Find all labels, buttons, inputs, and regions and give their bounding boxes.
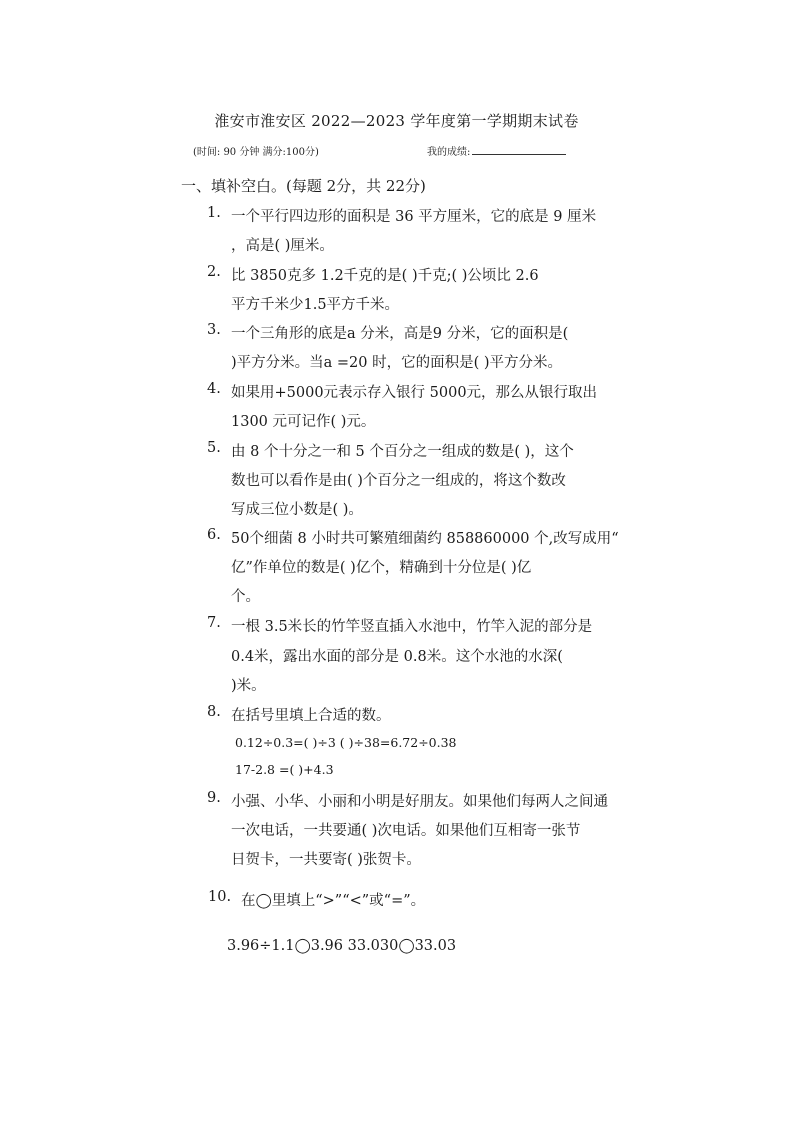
- question-text: 在括号里填上合适的数。: [231, 708, 391, 724]
- question-text: 写成三位小数是( )。: [231, 502, 363, 518]
- question-text: 日贺卡，一共要寄( )张贺卡。: [231, 852, 421, 868]
- question-number: 4.: [207, 381, 221, 397]
- question-text: 亿”作单位的数是( )亿个，精确到十分位是( )亿: [231, 560, 532, 576]
- question-text: 个。: [231, 589, 260, 605]
- question-text: 比 3850克多 1.2千克的是( )千克;( )公顷比 2.6: [231, 268, 539, 284]
- question-number: 5.: [207, 440, 221, 456]
- question-text: 0.4米，露出水面的部分是 0.8米。这个水池的水深(: [231, 649, 563, 665]
- question-number: 2.: [207, 264, 221, 280]
- question-text: 50个细菌 8 小时共可繁殖细菌约 858860000 个,改写成用“: [231, 531, 619, 547]
- question-text: 如果用+5000元表示存入银行 5000元，那么从银行取出: [231, 385, 598, 401]
- question-text: 一根 3.5米长的竹竿竖直插入水池中，竹竿入泥的部分是: [231, 619, 593, 635]
- score-field: [427, 143, 566, 158]
- question-text: 小强、小华、小丽和小明是好朋友。如果他们每两人之间通: [231, 794, 608, 810]
- question-text: 1300 元可记作( )元。: [231, 414, 376, 430]
- math-expression: 0.12÷0.3=( )÷3 ( )÷38=6.72÷0.38: [235, 735, 457, 750]
- question-number: 6.: [207, 527, 221, 543]
- question-text: 由 8 个十分之一和 5 个百分之一组成的数是( )，这个: [231, 444, 574, 460]
- page-title: 淮安市淮安区 2022—2023 学年度第一学期期末试卷: [214, 112, 579, 130]
- exam-time-info: (时间: 90 分钟 满分:100分): [193, 147, 319, 158]
- question-text: 数也可以看作是由( )个百分之一组成的，将这个数改: [231, 473, 566, 489]
- question-text: 一个三角形的底是a 分米，高是9 分米，它的面积是(: [231, 326, 569, 342]
- question-text: 一次电话，一共要通( )次电话。如果他们互相寄一张节: [231, 823, 581, 839]
- question-number: 7.: [207, 615, 221, 631]
- question-text: ，高是( )厘米。: [231, 238, 334, 254]
- score-blank-line: [472, 144, 566, 155]
- question-text: 平方千米少1.5平方千米。: [231, 297, 400, 313]
- score-label: 我的成绩:: [427, 147, 471, 158]
- comparison-expressions: 3.96÷1.1◯3.96 33.030◯33.03: [227, 938, 457, 954]
- question-text: 一个平行四边形的面积是 36 平方厘米，它的底是 9 厘米: [231, 209, 597, 225]
- question-text: )平方分米。当a =20 时，它的面积是( )平方分米。: [231, 355, 563, 371]
- question-number: 9.: [207, 790, 221, 806]
- question-text: )米。: [231, 678, 266, 694]
- question-number: 10.: [208, 889, 232, 905]
- section-title: 一、填补空白。(每题 2分，共 22分): [181, 177, 426, 195]
- math-expression: 17-2.8 =( )+4.3: [235, 762, 334, 777]
- question-number: 3.: [207, 322, 221, 338]
- question-number: 1.: [207, 205, 221, 221]
- question-number: 8.: [207, 704, 221, 720]
- question-text: 在◯里填上“>”“<”或“=”。: [241, 893, 426, 909]
